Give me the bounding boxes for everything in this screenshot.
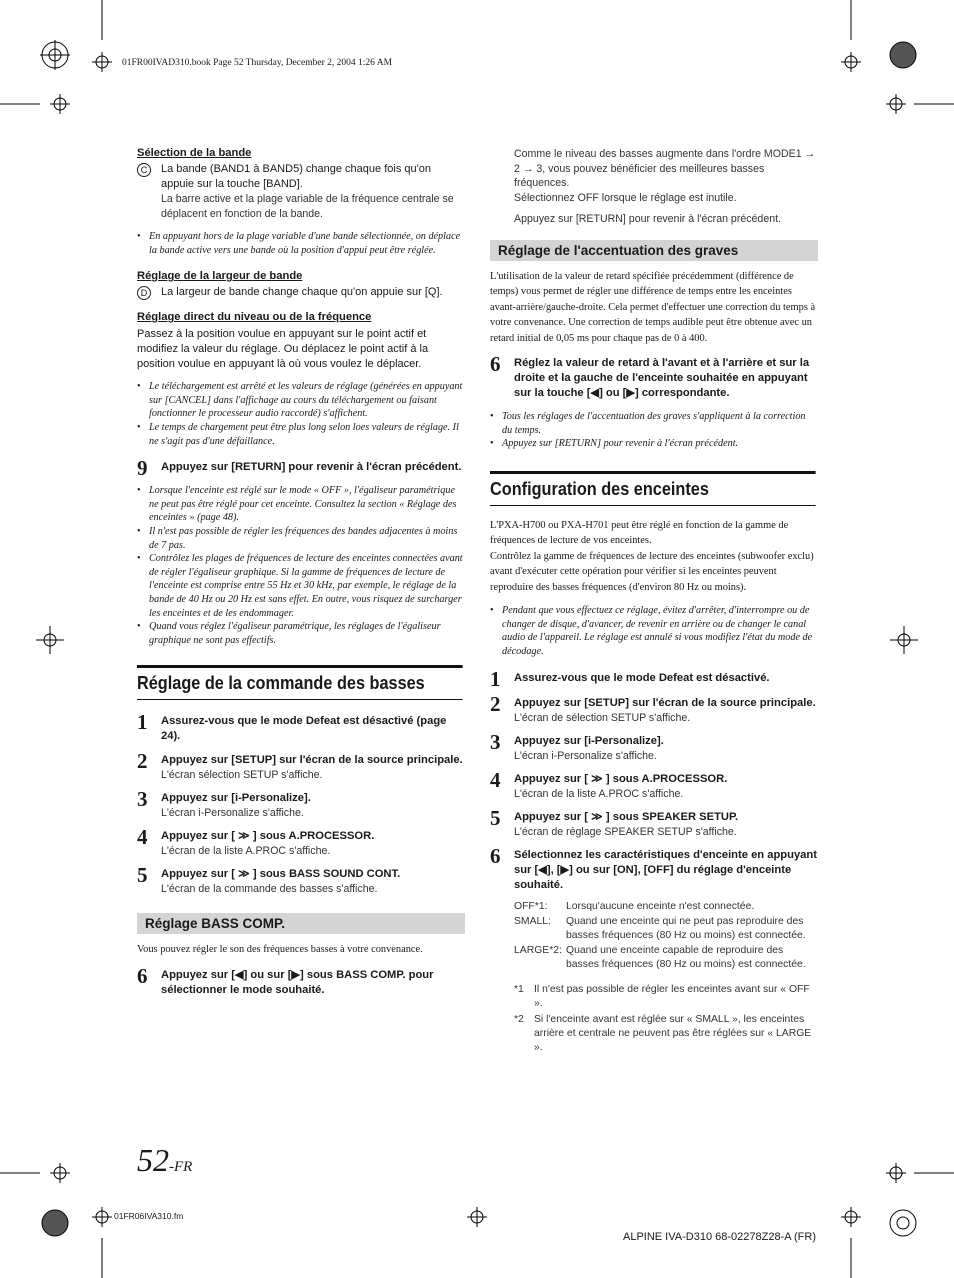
config-step-3 [490, 729, 818, 763]
def-row [514, 915, 818, 942]
step-desc: L'écran de la liste A.PROC s'affiche. [161, 845, 331, 858]
step-text: Appuyez sur [i-Personalize]. [514, 734, 664, 747]
bass-comp-text: Vous pouvez régler le son des fréquences basses à votre convenance. [137, 944, 423, 956]
step-desc: L'écran sélection SETUP s'affiche. [161, 769, 323, 782]
step-number: 6 [490, 843, 501, 868]
step-desc: L'écran i-Personalize s'affiche. [161, 807, 304, 820]
footnote-key: *2 [514, 1014, 524, 1026]
note-item: • Contrôlez les plages de fréquences de lecture des enceintes connectées avant de régler l'égaliseur graphique. Si la gamme de fréquences de lecture de l'enceinte est comprise entre 55 Hz et 30 kHz, par exemple, le réglage de la bande de 40 Hz ou 20 Hz est sans effet. En outre, vous risquez de surcharger les enceintes et de les endommager. [137, 552, 465, 620]
def-value: Quand une enceinte qui ne peut pas reproduire des basses fréquences (80 Hz ou moins) est connectée. [566, 916, 806, 941]
step-number: 4 [137, 825, 148, 850]
bass-comp-info-1: Comme le niveau des basses augmente dans l'ordre MODE1 → 2 → 3, vous pouvez bénéficier des meilleures basses fréquences. [514, 148, 816, 189]
left-column [137, 147, 465, 998]
step-number: 3 [490, 729, 501, 754]
step-desc: L'écran de réglage SPEAKER SETUP s'affiche. [514, 825, 737, 838]
right-column [490, 147, 818, 1055]
band-select-text2: La barre active et la plage variable de la fréquence centrale se déplacent en fonction de la bande. [161, 193, 454, 220]
heading-speaker-config: Configuration des enceintes [490, 471, 816, 506]
note-item: • Lorsque l'enceinte est réglé sur le mode « OFF », l'égaliseur paramétrique ne peut pas être réglé pour cet enceinte. Consultez la section « Réglage des enceintes » (page 48). [137, 484, 465, 525]
bar-bass-accent: Réglage de l'accentuation des graves [490, 240, 818, 261]
bandwidth-text: La largeur de bande change chaque qu'on appuie sur [Q]. [161, 286, 443, 299]
step-number: 6 [137, 963, 148, 988]
config-step-4 [490, 767, 818, 801]
config-text-2: Contrôlez la gamme de fréquences de lecture des enceintes (subwoofer exclu) avant d'exécuter cette opération pour vérifier si les enceintes peuvent reproduire des basses fréquences (d'environ 80 Hz ou moins). [490, 550, 814, 593]
band-select-item [137, 162, 465, 221]
note-item: • Le temps de chargement peut être plus long selon loes valeurs de réglage. Il ne s'agit pas d'une défaillance. [137, 421, 465, 448]
config-note: • Pendant que vous effectuez ce réglage, évitez d'arrêter, d'interrompre ou de changer de disque, d'avancer, de revenir en arrière ou de changer le canal audio de l'appareil. Le réglage est annulé si vous modifiez l'état du mode de décodage. [490, 604, 818, 658]
direct-adjust-notes [137, 380, 465, 448]
step-text: Appuyez sur [RETURN] pour revenir à l'écran précédent. [161, 461, 462, 474]
bass-accent-text: L'utilisation de la valeur de retard spécifiée précédemment (différence de temps) vous permet de régler une différence de temps entre les enceintes avant-arrière/gauche-droite. Cela permet d'effectuer une correction du temps à votre convenance. Une correction de temps audible peut être obtenue avec un retard initial de 0,05 ms pour chaque pas de 0 à 400. [490, 270, 816, 344]
book-header-line: 01FR00IVAD310.book Page 52 Thursday, December 2, 2004 1:26 AM [122, 58, 393, 68]
step-desc: L'écran de la liste A.PROC s'affiche. [514, 787, 684, 800]
step-text: Appuyez sur [ ≫ ] sous A.PROCESSOR. [514, 772, 728, 785]
bass-comp-info-2: Sélectionnez OFF lorsque le réglage est inutile. [514, 191, 737, 204]
footnote [514, 1013, 818, 1055]
step-desc: L'écran de la commande des basses s'affiche. [161, 883, 378, 896]
band-select-note: • En appuyant hors de la plage variable d'une bande sélectionnée, on déplace la bande active vers une bande où la position d'appui peut être réglée. [137, 230, 465, 257]
step-number: 3 [137, 787, 148, 812]
footnote-text: Si l'enceinte avant est réglée sur « SMALL », les enceintes arrière et centrale ne peuvent pas être réglées sur « LARGE ». [534, 1014, 812, 1054]
note-item: • Tous les réglages de l'accentuation des graves s'appliquent à la correction du temps. [490, 410, 818, 437]
step-text: Sélectionnez les caractéristiques d'enceinte en appuyant sur [◀], [▶] ou sur [ON], [OFF] du réglage d'enceinte souhaité. [514, 848, 817, 891]
config-step-2 [490, 691, 818, 725]
step-desc: L'écran i-Personalize s'affiche. [514, 749, 657, 762]
config-step-1 [490, 666, 818, 691]
step-number: 4 [490, 767, 501, 792]
section-title-direct-adjust: Réglage direct du niveau ou de la fréquence [137, 311, 372, 324]
section-title-bandwidth: Réglage de la largeur de bande [137, 270, 303, 283]
def-value: Lorsqu'aucune enceinte n'est connectée. [566, 900, 755, 912]
accent-step-6 [490, 352, 818, 401]
page-number [137, 1142, 192, 1179]
bass-step-1 [137, 710, 465, 744]
footnote-text: Il n'est pas possible de régler les enceintes avant sur « OFF ». [534, 984, 810, 1010]
bass-step-2 [137, 749, 465, 782]
def-row [514, 900, 818, 914]
footnote [514, 983, 818, 1011]
speaker-definitions [490, 900, 818, 972]
step-text: Appuyez sur [◀] ou sur [▶] sous BASS COMP. pour sélectionner le mode souhaité. [161, 968, 434, 996]
note-item: • Appuyez sur [RETURN] pour revenir à l'écran précédent. [490, 437, 818, 451]
bandwidth-item [137, 285, 465, 300]
note-item: • Le téléchargement est arrêté et les valeurs de réglage (générées en appuyant sur [CANCEL] dans l'affichage au cours du téléchargement ou faisant fonctionner le processeur audio raccordé) s'affichent. [137, 380, 465, 421]
heading-bass-control-wrap [137, 665, 465, 700]
def-row [514, 944, 818, 971]
bass-comp-info [490, 147, 818, 227]
page-suffix: -FR [169, 1159, 193, 1175]
step-number: 5 [137, 863, 148, 888]
note-item: • Quand vous réglez l'égaliseur paramétrique, les réglages de l'égaliseur graphique ne sont pas effectifs. [137, 620, 465, 647]
bass-step-3 [137, 787, 465, 820]
bass-step-5 [137, 863, 465, 896]
footnote-key: *1 [514, 984, 524, 996]
def-key: SMALL: [514, 916, 551, 928]
bass-step-4 [137, 825, 465, 858]
config-step-6 [490, 843, 818, 893]
step-text: Appuyez sur [i-Personalize]. [161, 792, 311, 805]
step-text: Réglez la valeur de retard à l'avant et à l'arrière et sur la droite et la gauche de l'enceinte souhaitée en appuyant sur la touche [◀] ou [▶] correspondante. [514, 357, 810, 399]
step-9-notes [137, 484, 465, 647]
step-text: Appuyez sur [ ≫ ] sous A.PROCESSOR. [161, 830, 375, 843]
step-text: Assurez-vous que le mode Defeat est désactivé (page 24). [161, 715, 447, 743]
def-value: Quand une enceinte capable de reproduire des basses fréquences (80 Hz ou moins) est connectée. [566, 945, 806, 970]
band-select-text: La bande (BAND1 à BAND5) change chaque fois qu'on appuie sur la touche [BAND]. [161, 163, 431, 190]
step-text: Assurez-vous que le mode Defeat est désactivé. [514, 671, 770, 684]
step-text: Appuyez sur [SETUP] sur l'écran de la source principale. [161, 754, 463, 767]
note-item: • Il n'est pas possible de régler les fréquences des bandes adjacentes à moins de 7 pas. [137, 525, 465, 552]
symbol-d: D [137, 286, 151, 300]
step-number: 9 [137, 456, 148, 481]
step-number: 2 [137, 749, 148, 774]
step-number: 1 [490, 666, 501, 691]
step-text: Appuyez sur [ ≫ ] sous BASS SOUND CONT. [161, 868, 401, 881]
bass-comp-info-3: Appuyez sur [RETURN] pour revenir à l'écran précédent. [514, 213, 781, 225]
heading-bass-control: Réglage de la commande des basses [137, 665, 463, 700]
step-desc: L'écran de sélection SETUP s'affiche. [514, 711, 691, 724]
step-number: 2 [490, 691, 501, 716]
step-number: 1 [137, 710, 148, 735]
def-key: OFF*1: [514, 900, 548, 912]
symbol-c: C [137, 163, 151, 177]
step-number: 5 [490, 805, 501, 830]
bass-comp-step-6 [137, 963, 465, 998]
config-text-1: L'PXA-H700 ou PXA-H701 peut être réglé en fonction de la gamme de fréquences de lecture de vos enceintes. [490, 519, 789, 547]
step-9 [137, 456, 465, 481]
config-step-5 [490, 805, 818, 839]
footer-file: 01FR06IVA310.fm [114, 1211, 184, 1221]
bass-steps [137, 710, 465, 896]
section-title-band-select: Sélection de la bande [137, 147, 252, 159]
config-steps [490, 666, 818, 893]
def-key: LARGE*2: [514, 945, 562, 957]
step-number: 6 [490, 352, 501, 376]
bar-bass-comp: Réglage BASS COMP. [137, 913, 465, 934]
step-text: Appuyez sur [SETUP] sur l'écran de la source principale. [514, 696, 816, 709]
step-text: Appuyez sur [ ≫ ] sous SPEAKER SETUP. [514, 810, 739, 823]
footnotes [490, 983, 818, 1055]
accent-notes [490, 410, 818, 451]
page-number-value: 52 [137, 1142, 169, 1178]
footer-model: ALPINE IVA-D310 68-02278Z28-A (FR) [623, 1231, 816, 1243]
direct-adjust-text: Passez à la position voulue en appuyant sur le point actif et modifiez la valeur du réglage. Ou déplacez le point actif à la position voulue en appuyant là où vous voulez le déplacer. [137, 328, 429, 371]
heading-speaker-config-wrap [490, 471, 818, 506]
